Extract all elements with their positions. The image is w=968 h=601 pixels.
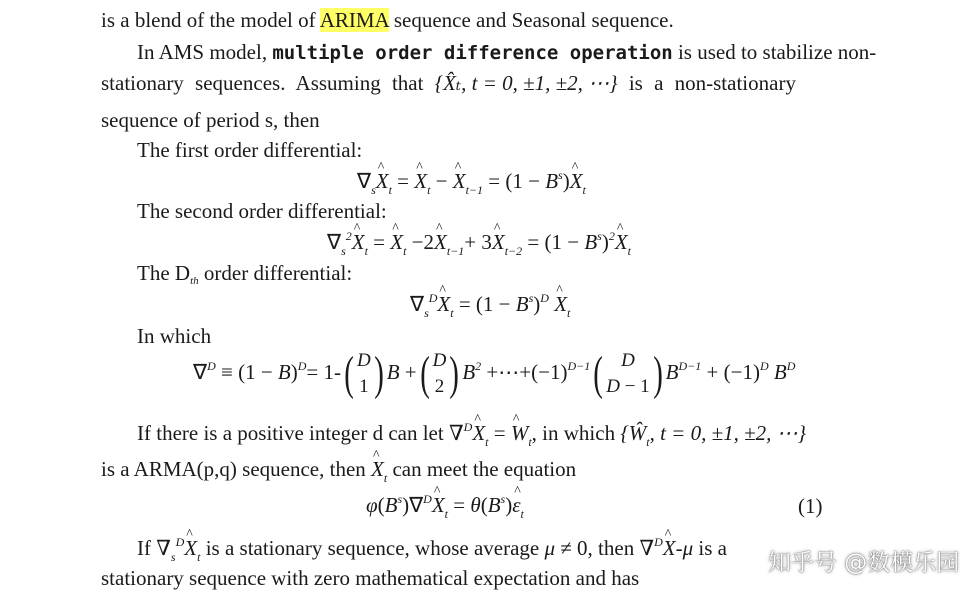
text-span: , then (587, 536, 640, 560)
binomial-coefficient: ( D 2 ) (419, 347, 460, 400)
equation-binomial-expansion: $\nabla^D \equiv (1 - B)^D= 1-$ ( D 1 ) B + ( D 2 ) $B^2$ $+\cdots+(-1)^{D-1}$ ( D D − 1 ) $B^{D-1} + (-1)^D$ $B^D$ (193, 347, 796, 400)
watermark (730, 540, 959, 580)
text-line-7: In which (137, 324, 212, 348)
set-notation: {X̂ₜ, t = 0, ±1, ±2, ⋯} (434, 71, 618, 95)
text-span: If there is a positive integer d can let (137, 421, 449, 445)
text-line-10: If $\nabla_s^D\^{}$ $X_t$ is a stationary sequence, whose average μ ≠ 0, then ∇$^D$^ X-μ is a (137, 535, 727, 565)
equation-first-order: $\nabla_s\^{}$ $X_t$ = ^ $X_t$ − ^ $X_{t-1} = (1$ − $B^s)\^{}$ $X_t$ (357, 168, 586, 198)
text-span: , in which (531, 421, 621, 445)
text-span: If (137, 536, 157, 560)
text-span: stationary sequences. Assuming that (101, 71, 435, 95)
binomial-coefficient: ( D D − 1 ) (593, 347, 663, 400)
bold-term: multiple order difference operation (272, 42, 673, 64)
text-span: can meet the equation (387, 457, 577, 481)
text-span: is a (693, 536, 727, 560)
text-line-0 (101, 8, 674, 33)
text-span: The D (137, 261, 191, 285)
wechat-icon (730, 547, 762, 573)
text-line-5: The second order differential: (137, 199, 387, 223)
equation-number: (1) (798, 494, 823, 518)
text-line-3: sequence of period s, then (101, 108, 320, 132)
watermark-text: 知乎号 @数模乐园 (768, 549, 960, 576)
text-line-1 (137, 40, 876, 65)
text-line-9: is a ARMA(p,q) sequence, then ^ $X_t$ can meet the equation (101, 457, 576, 486)
highlighted-term: ARIMA (319, 8, 389, 32)
text-span: is a blend of the model of (101, 8, 320, 32)
ordinal-subscript: th (190, 275, 199, 287)
equation-1: $\varphi(B^s)\nabla^D\^{}$ $X_t$ = $\theta(B^s)\^{}$ $\varepsilon_t$ (366, 492, 524, 522)
equation-second-order: $\nabla_s^2\^{}$ $X_t$ = ^ $X_t$ −2^ $X_{t-1}+$ 3^ $X_{t-2} = (1$ − $B^s)^2\^{}$ $X_t$ (327, 229, 631, 259)
text-span: is a non-stationary (617, 71, 796, 95)
text-line-11: stationary sequence with zero mathematical expectation and has (101, 566, 640, 590)
text-line-4: The first order differential: (137, 138, 363, 162)
text-line-2 (101, 71, 796, 96)
text-span: In AMS model, (137, 40, 273, 64)
text-line-8: If there is a positive integer d can let ∇$^D$^ $X_t$ = ^ $W_t$, in which {$Ŵ_t$, t = 0, ±1, ±2, ⋯} (137, 420, 806, 450)
text-span: order differential: (198, 261, 353, 285)
text-span: sequence and Seasonal sequence. (388, 8, 674, 32)
equation-dth-order: $\nabla_s^D\^{}$ $X_t = (1 - B^s)^D$ ^ $X_t$ (410, 291, 570, 321)
binomial-coefficient: ( D 1 ) (344, 347, 384, 400)
text-line-6 (137, 261, 352, 287)
text-span: is used to stabilize non- (672, 40, 877, 64)
text-span: is a ARMA(p,q) sequence, then (101, 457, 372, 481)
text-span: is a stationary sequence, whose average (200, 536, 545, 560)
